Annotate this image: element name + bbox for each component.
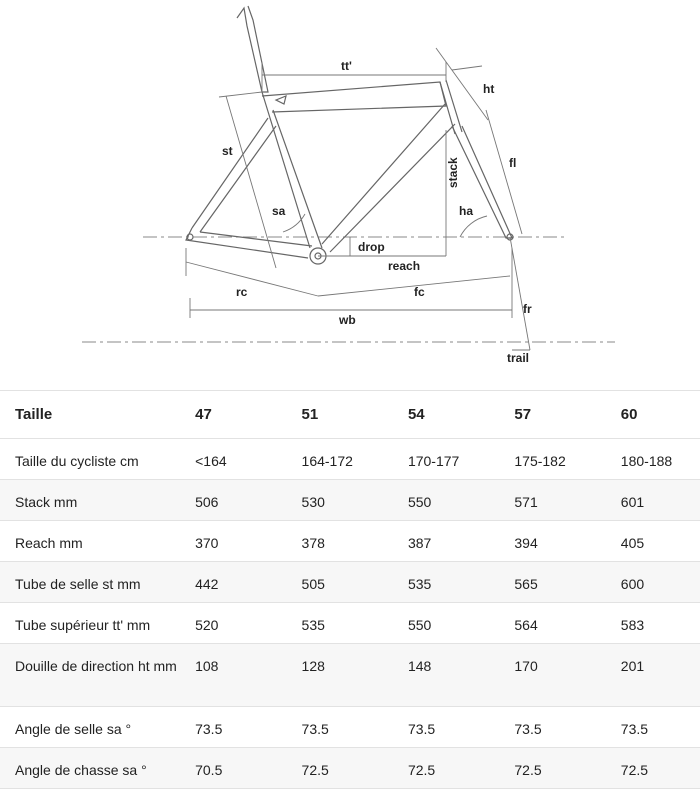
table-cell: 370 [180,521,286,562]
header-size-60: 60 [606,391,700,439]
table-cell: 535 [287,603,393,644]
label-tt: tt' [341,59,352,73]
header-size: Taille [0,391,180,439]
label-st: st [222,144,233,158]
table-cell: 442 [180,562,286,603]
label-rc: rc [236,285,248,299]
label-fl: fl [509,156,517,170]
label-ha: ha [459,204,474,218]
table-cell: 201 [606,644,700,707]
label-wb: wb [339,313,356,327]
table-cell: 378 [287,521,393,562]
table-cell: <164 [180,439,286,480]
table-cell: 70.5 [180,748,286,789]
row-label: Stack mm [0,480,180,521]
table-cell: 583 [606,603,700,644]
table-cell: 72.5 [606,748,700,789]
table-header-row [0,391,700,439]
label-sa: sa [272,204,286,218]
table-row [0,644,700,707]
table-cell: 530 [287,480,393,521]
table-cell: 405 [606,521,700,562]
table-cell: 550 [393,603,499,644]
table-row [0,439,700,480]
table-cell: 505 [287,562,393,603]
row-label: Angle de chasse sa ° [0,748,180,789]
row-label: Douille de direction ht mm [0,644,180,707]
table-cell: 175-182 [499,439,605,480]
table-cell: 73.5 [287,707,393,748]
table-cell: 571 [499,480,605,521]
table-cell: 170 [499,644,605,707]
table-cell: 128 [287,644,393,707]
table-cell: 601 [606,480,700,521]
table-cell: 72.5 [499,748,605,789]
label-drop: drop [358,240,385,254]
table-cell: 72.5 [393,748,499,789]
label-ht: ht [483,82,495,96]
row-label: Tube supérieur tt' mm [0,603,180,644]
table-cell: 520 [180,603,286,644]
header-size-51: 51 [287,391,393,439]
table-cell: 564 [499,603,605,644]
table-row [0,521,700,562]
table-row [0,603,700,644]
row-label: Angle de selle sa ° [0,707,180,748]
table-cell: 148 [393,644,499,707]
header-size-54: 54 [393,391,499,439]
row-label: Tube de selle st mm [0,562,180,603]
table-row [0,707,700,748]
table-cell: 170-177 [393,439,499,480]
header-size-47: 47 [180,391,286,439]
geometry-table [0,390,700,789]
table-cell: 550 [393,480,499,521]
table-cell: 73.5 [606,707,700,748]
table-cell: 72.5 [287,748,393,789]
table-cell: 180-188 [606,439,700,480]
frame-geometry-diagram [0,0,700,385]
label-stack: stack [446,157,460,188]
table-row [0,480,700,521]
table-cell: 394 [499,521,605,562]
header-size-57: 57 [499,391,605,439]
table-cell: 535 [393,562,499,603]
label-trail: trail [507,351,530,365]
table-cell: 73.5 [180,707,286,748]
table-row [0,562,700,603]
table-cell: 600 [606,562,700,603]
row-label: Taille du cycliste cm [0,439,180,480]
table-cell: 164-172 [287,439,393,480]
label-fc: fc [414,285,425,299]
bike-frame [186,6,513,264]
table-row [0,748,700,789]
label-fr: fr [523,302,532,316]
table-cell: 73.5 [499,707,605,748]
label-reach: reach [388,259,421,273]
table-cell: 108 [180,644,286,707]
table-cell: 565 [499,562,605,603]
table-cell: 506 [180,480,286,521]
table-cell: 387 [393,521,499,562]
dimension-lines [186,48,530,350]
table-cell: 73.5 [393,707,499,748]
row-label: Reach mm [0,521,180,562]
